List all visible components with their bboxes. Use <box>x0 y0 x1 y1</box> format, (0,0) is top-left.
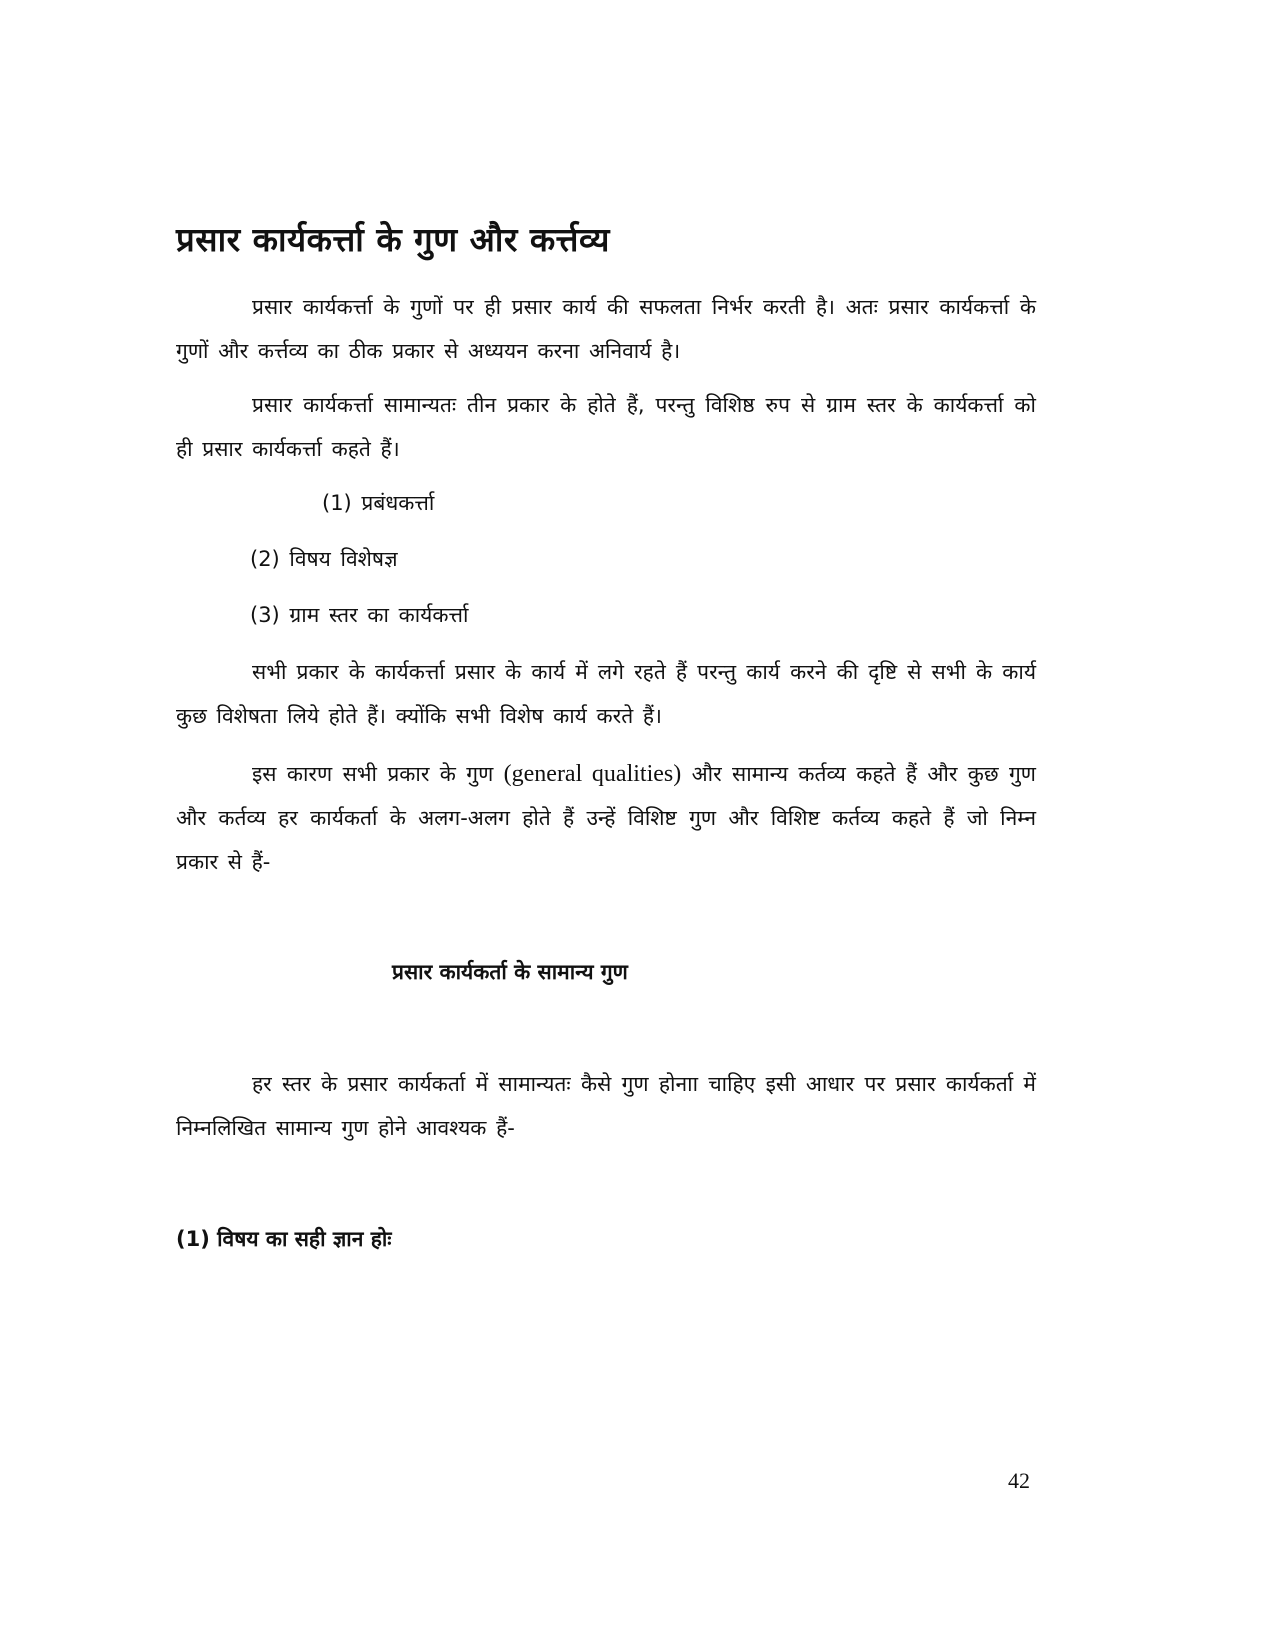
paragraph-work-text: सभी प्रकार के कार्यकर्त्ता प्रसार के कार्य में लगे रहते हैं परन्तु कार्य करने की दृष्टि से सभी के कार्य कुछ विशेषता लिये होते हैं। क्योंकि सभी विशेष कार्य करते हैं। <box>176 660 1036 728</box>
paragraph-qualities-start: इस कारण सभी प्रकार के गुण <box>252 762 494 786</box>
list-item-village-worker: (3) ग्राम स्तर का कार्यकर्त्ता <box>250 603 469 627</box>
section-subheading: प्रसार कार्यकर्ता के सामान्य गुण <box>392 960 628 984</box>
paragraph-intro <box>176 285 1036 373</box>
paragraph-types <box>176 383 1036 471</box>
paragraph-types-text: प्रसार कार्यकर्त्ता सामान्यतः तीन प्रकार के होते हैं, परन्तु विशिष्ठ रुप से ग्राम स्तर के कार्यकर्त्ता को ही प्रसार कार्यकर्त्ता कहते हैं। <box>176 393 1036 461</box>
paragraph-general-qualities <box>176 1062 1036 1150</box>
list-item-manager: (1) प्रबंधकर्त्ता <box>322 491 435 515</box>
point-heading-subject-knowledge: (1) विषय का सही ज्ञान होः <box>176 1227 392 1251</box>
list-item-subject-expert: (2) विषय विशेषज्ञ <box>250 547 398 571</box>
page-title: प्रसार कार्यकर्त्ता के गुण और कर्त्तव्य <box>176 220 610 259</box>
paragraph-qualities-english: (general qualities) <box>503 761 682 787</box>
paragraph-qualities-end: और सामान्य कर्तव्य कहते हैं और कुछ गुण और कर्तव्य हर कार्यकर्ता के अलग-अलग होते हैं उन्हें विशिष्ट गुण और विशिष्ट कर्तव्य कहते हैं जो निम्न प्रकार से हैं- <box>176 762 1036 874</box>
paragraph-work <box>176 650 1036 738</box>
page-number: 42 <box>1008 1468 1030 1493</box>
paragraph-intro-text: प्रसार कार्यकर्त्ता के गुणों पर ही प्रसार कार्य की सफलता निर्भर करती है। अतः प्रसार कार्यकर्त्ता के गुणों और कर्त्तव्य का ठीक प्रकार से अध्ययन करना अनिवार्य है। <box>176 295 1036 363</box>
paragraph-qualities <box>176 752 1036 884</box>
paragraph-general-qualities-text: हर स्तर के प्रसार कार्यकर्ता में सामान्यतः कैसे गुण होनाा चाहिए इसी आधार पर प्रसार कार्यकर्ता में निम्नलिखित सामान्य गुण होने आवश्यक हैं- <box>176 1072 1036 1140</box>
